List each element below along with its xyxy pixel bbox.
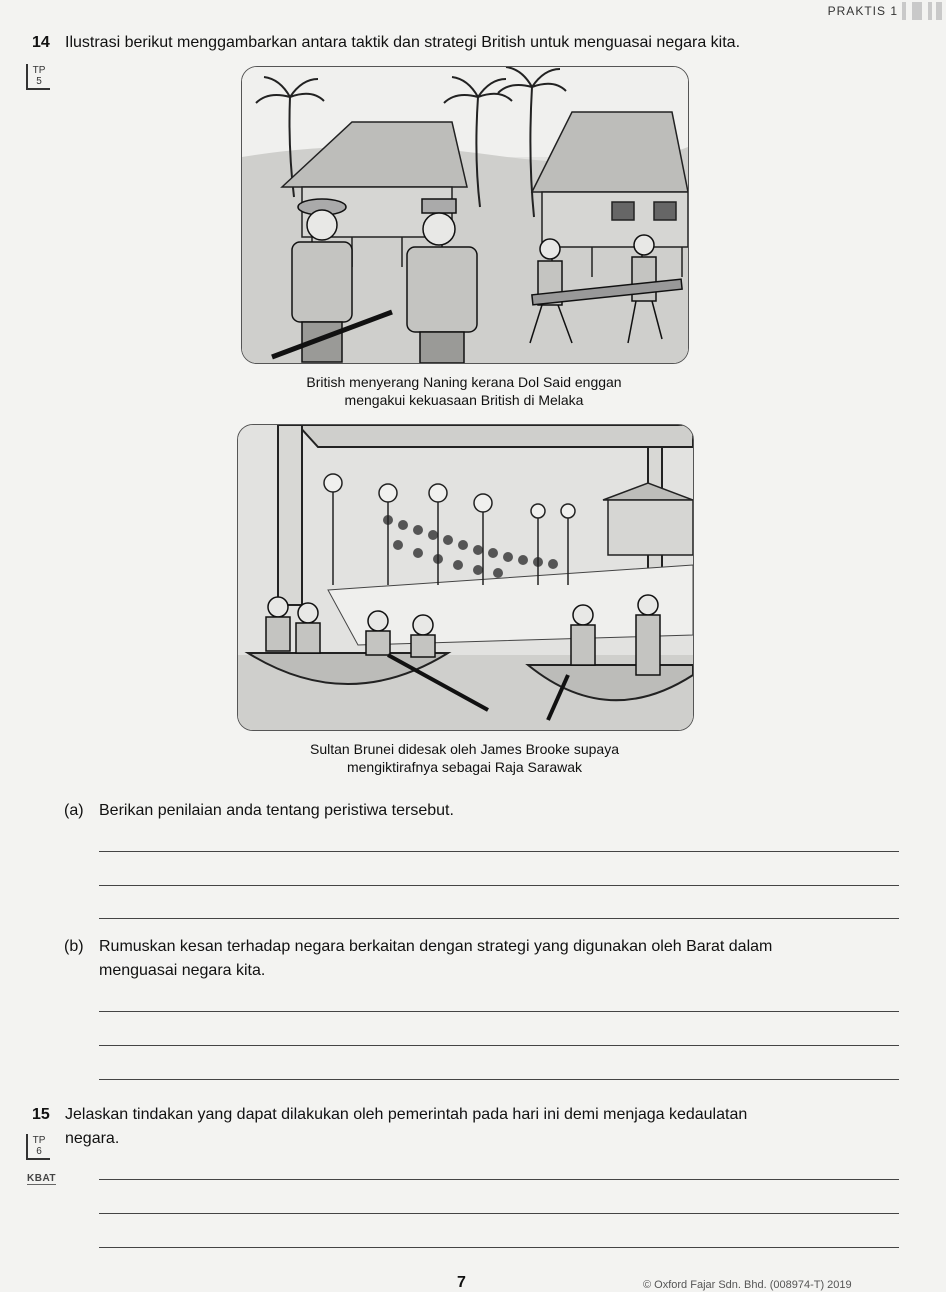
- illustration-1-caption: [241, 373, 687, 409]
- answer-line-a-1[interactable]: [99, 851, 899, 852]
- question-14-text: Ilustrasi berikut menggambarkan antara taktik dan strategi British untuk menguasai negara kita.: [65, 34, 741, 51]
- question-15-number: 15: [32, 1106, 50, 1123]
- tp-level: 6: [36, 1146, 42, 1157]
- answer-line-a-2[interactable]: [99, 885, 899, 886]
- caption-1-line-2: mengakui kekuasaan British di Melaka: [344, 392, 584, 408]
- answer-line-15-3[interactable]: [99, 1247, 899, 1248]
- part-a-text: Berikan penilaian anda tentang peristiwa tersebut.: [99, 802, 454, 819]
- illustration-naning-attack: [241, 66, 689, 364]
- copyright-notice: © Oxford Fajar Sdn. Bhd. (008974-T) 2019: [643, 1279, 852, 1291]
- part-b-text-line-1: Rumuskan kesan terhadap negara berkaitan dengan strategi yang digunakan oleh Barat dalam: [99, 938, 773, 955]
- illustration-2-caption: [237, 740, 692, 776]
- question-15-text-line-2: negara.: [65, 1130, 120, 1147]
- tp-badge-5: [26, 64, 50, 90]
- part-b-text-line-2: menguasai negara kita.: [99, 962, 266, 979]
- section-tag: PRAKTIS 1: [827, 4, 898, 18]
- kbat-badge: KBAT: [27, 1173, 57, 1184]
- tp-badge-6: [26, 1134, 50, 1160]
- tp-level: 5: [36, 76, 42, 87]
- caption-2-line-1: Sultan Brunei didesak oleh James Brooke supaya: [310, 741, 619, 757]
- tp-label: TP: [32, 65, 46, 76]
- caption-2-line-2: mengiktirafnya sebagai Raja Sarawak: [346, 759, 582, 775]
- tp-label: TP: [32, 1135, 46, 1146]
- page-number: 7: [457, 1274, 466, 1291]
- caption-1-line-1: British menyerang Naning kerana Dol Said enggan: [306, 374, 622, 390]
- answer-line-15-2[interactable]: [99, 1213, 899, 1214]
- answer-line-a-3[interactable]: [99, 918, 899, 919]
- answer-line-b-2[interactable]: [99, 1045, 899, 1046]
- answer-line-b-3[interactable]: [99, 1079, 899, 1080]
- question-15-text-line-1: Jelaskan tindakan yang dapat dilakukan oleh pemerintah pada hari ini demi menjaga kedaulatan: [65, 1106, 748, 1123]
- answer-line-15-1[interactable]: [99, 1179, 899, 1180]
- part-a-label: (a): [64, 802, 84, 819]
- question-14-number: 14: [32, 34, 50, 51]
- answer-line-b-1[interactable]: [99, 1011, 899, 1012]
- part-b-label: (b): [64, 938, 84, 955]
- illustration-brunei-court: [237, 424, 694, 731]
- header-bars-decoration: [902, 2, 942, 20]
